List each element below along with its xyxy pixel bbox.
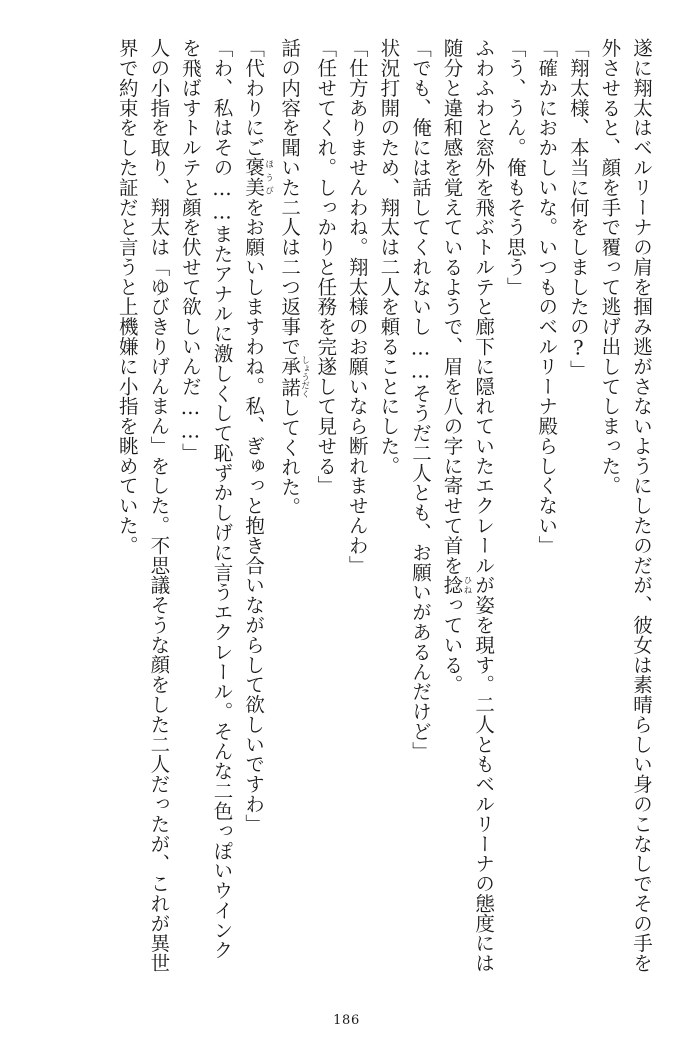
paragraph: 話の内容を聞いた二人は二つ返事で承諾しょうだくしてくれた。: [278, 38, 310, 517]
paragraph: 「確かにおかしいな。いつものベルリーナ殿らしくない」: [535, 38, 559, 556]
paragraph: 「う、うん。俺もそう思う」: [503, 38, 527, 297]
paragraph: 遂に翔太はベルリーナの肩を掴み逃がさないようにしたのだが、彼女は素晴らしい身のこなしでその手を外させると、顔を手で覆って逃げ出してしまった。: [598, 38, 653, 973]
paragraph: ふわふわと窓外を飛ぶトルテと廊下に隠れていたエクレールが姿を現す。二人ともベルリーナの態度には随分と違和感を覚えているようで、眉を八の字に寄せて首を捻ひねっている。: [440, 38, 496, 973]
paragraph: 「翔太様、本当に何をしましたの?」: [566, 38, 590, 380]
page-number: 186: [333, 1013, 360, 1028]
paragraph: 「任せてくれ。しっかりと任務を完遂して見せる」: [314, 38, 338, 496]
ruby-annotation: 捻ひね: [440, 575, 473, 595]
paragraph: 「仕方ありませんわね。翔太様のお願いなら断れませんわ」: [345, 38, 369, 576]
paragraph: 「代わりにご褒美ほうびをお願いしますわね。私、ぎゅっと抱き合いながらして欲しいですわ」: [242, 38, 274, 834]
paragraph: 人の小指を取り、翔太は「ゆびきりげんまん」をした。不思議そうな顔をした二人だったが、これが異世界で約束をした証だと言うと上機嫌に小指を眺めていた。: [115, 38, 171, 973]
page-text-body: [36, 38, 657, 978]
ruby-annotation: 褒美ほうび: [242, 157, 274, 198]
paragraph: 「でも、俺には話してくれないし……そうだ二人とも、お願いがあるんだけど」: [408, 38, 432, 762]
paragraph: 「わ、私はその……またアナルに激しくして恥ずかしげに言うエクレール。そんな二色っぽいウインクを飛ばすトルテと顔を伏せて欲しいんだ……」: [178, 38, 234, 960]
ruby-annotation: 承諾しょうだく: [278, 355, 310, 399]
paragraph: 状況打開のため、翔太は二人を頼ることにした。: [377, 38, 401, 476]
